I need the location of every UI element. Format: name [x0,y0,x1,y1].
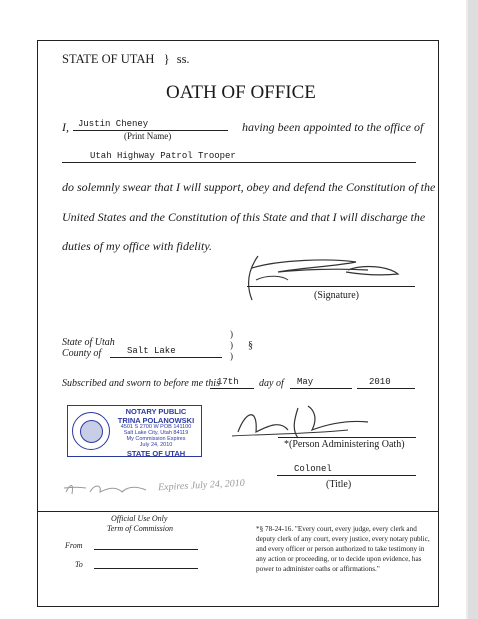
oath-line-1: do solemnly swear that I will support, obey and defend the Constitution of the [62,180,436,194]
title-line [277,475,416,476]
sworn-month-value: May [297,377,314,387]
statute-line: power to administer oaths or affirmations." [256,565,380,573]
sworn-day-of: day of [259,378,284,389]
print-name-value: Justin Cheney [78,119,149,129]
scan-edge [468,0,478,619]
title-value: Colonel [294,464,332,474]
stamp-name: TRINA POLANOWSKI [117,415,195,425]
administering-label: *(Person Administering Oath) [284,439,405,450]
stamp-title: NOTARY PUBLIC [125,407,187,416]
print-name-label: (Print Name) [124,131,172,141]
appointed-text: having been appointed to the office of [242,120,424,134]
statute-text [256,524,430,574]
venue-county-label: County of [62,348,102,359]
office-line [62,162,416,163]
sworn-year-line [357,388,415,389]
document-title: OATH OF OFFICE [166,82,316,103]
notary-stamp [67,405,202,457]
footer-divider [37,511,439,512]
sworn-month-line [290,388,352,389]
stamp-address: 4501 S 2700 W POB 141100 [120,424,192,430]
venue-paren-2: ) [230,340,233,350]
state-header [62,52,190,67]
state-header-ss: ss. [176,52,190,66]
to-label: To [75,560,83,569]
statute-line: and every officer or person authorized to take testimony in [256,545,425,553]
state-header-brace: } [163,52,170,66]
state-header-text: STATE OF UTAH [62,52,155,66]
sworn-text: Subscribed and sworn to before me this [62,378,220,389]
notary-pencil-signature [62,478,154,498]
to-line [94,568,198,569]
sworn-day-value: 17th [217,377,239,387]
official-use-label: Official Use Only [111,514,168,523]
venue-county-value: Salt Lake [127,346,176,356]
scan-edge-shadow [466,0,468,619]
sworn-day-line [210,388,254,389]
signature-label: (Signature) [314,290,359,301]
handwritten-expiration: Expires July 24, 2010 [157,477,246,494]
term-of-commission-label: Term of Commission [107,524,173,533]
sworn-year-value: 2010 [369,377,391,387]
title-label: (Title) [326,479,352,490]
office-value: Utah Highway Patrol Trooper [90,151,236,161]
stamp-commission: My Commission Expires [126,436,186,442]
venue-paren-1: ) [230,329,233,339]
stamp-city: Salt Lake City, Utah 84119 [123,430,189,436]
section-mark: § [248,340,253,351]
oath-line-3: duties of my office with fidelity. [62,239,212,253]
venue-county-line [110,357,222,358]
stamp-state: STATE OF UTAH [126,448,186,458]
from-label: From [65,541,83,550]
venue-paren-3: ) [230,351,233,361]
statute-line: *§ 78-24-16. "Every court, every judge, every clerk and [256,525,417,533]
signature-line [247,286,415,287]
notary-seal-icon [72,412,110,450]
statute-line: deputy clerk of any court, every justice, every notary public, [256,535,430,543]
stamp-expires: July 24, 2010 [139,442,173,448]
from-line [94,549,198,550]
administering-line [278,437,416,438]
statute-line: any action or proceeding, or to decide upon evidence, has [256,555,422,563]
intro-pronoun: I, [62,120,69,134]
oath-line-2: United States and the Constitution of this State and that I will discharge the [62,210,426,224]
venue-state-label: State of Utah [62,337,115,348]
